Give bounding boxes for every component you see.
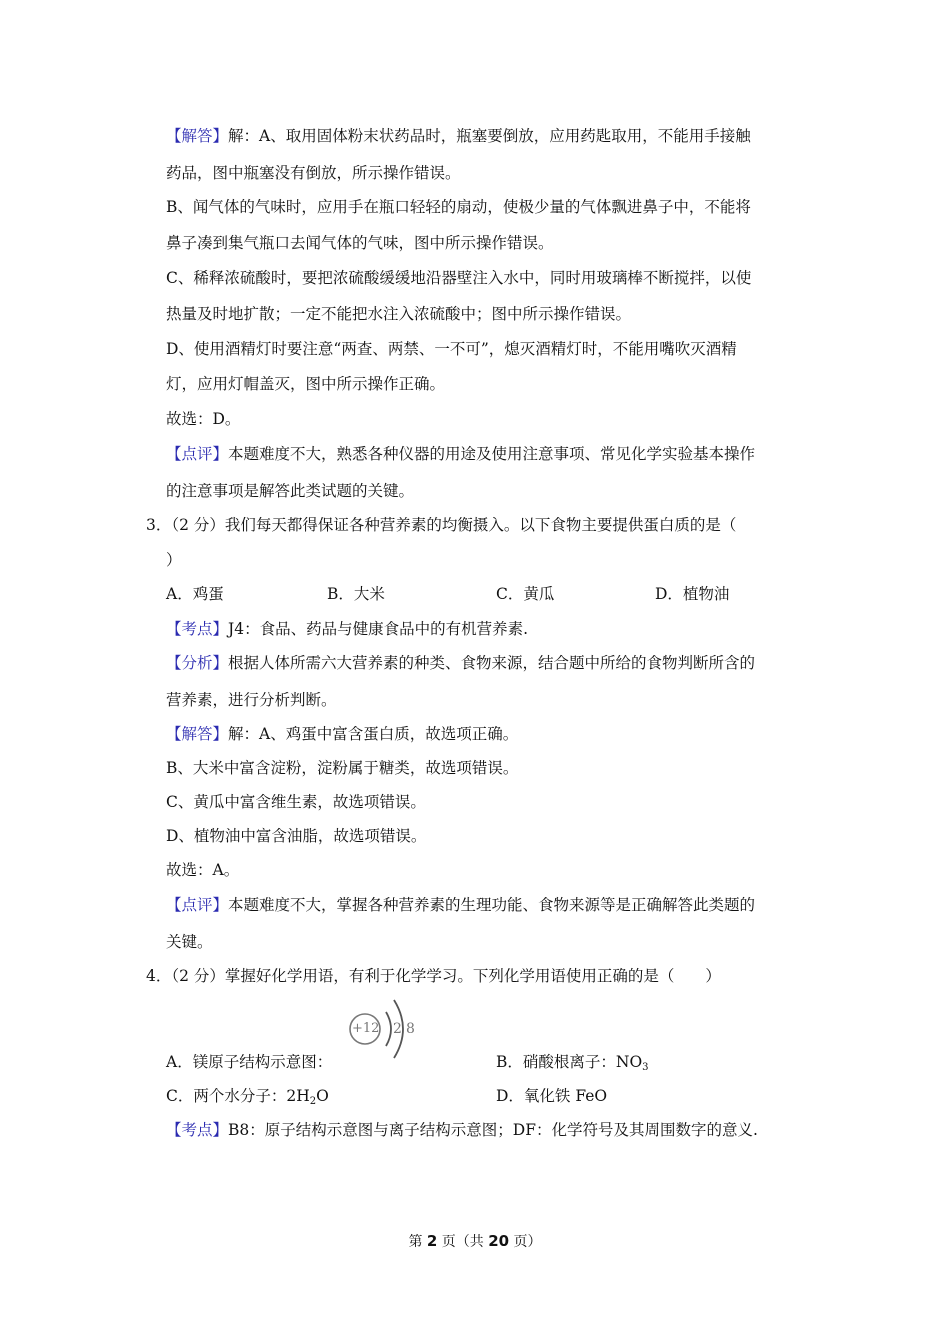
q2-comment-line2: 的注意事项是解答此类试题的关键。 (166, 482, 415, 500)
q2-answer-b-line2: 鼻子凑到集气瓶口去闻气体的气味，图中所示操作错误。 (166, 234, 554, 252)
q2-answer-c-line1: C、稀释浓硫酸时，要把浓硫酸缓缓地沿器壁注入水中，同时用玻璃棒不断搅拌，以使 (166, 269, 752, 287)
q3-fenxi-line2: 营养素，进行分析判断。 (166, 691, 337, 709)
q3-choice: 故选：A。 (166, 861, 240, 879)
q4-kaodian: 【考点】B8：原子结构示意图与离子结构示意图；DF：化学符号及其周围数字的意义. (166, 1121, 758, 1139)
total-page-count: 20 (488, 1232, 510, 1250)
answer-tag: 【解答】 (166, 725, 229, 743)
atom-nucleus-label: +12 (352, 1021, 380, 1036)
q3-answer-b: B、大米中富含淀粉，淀粉属于糖类，故选项错误。 (166, 759, 519, 777)
q2-answer-c-line2: 热量及时地扩散；一定不能把水注入浓硫酸中；图中所示操作错误。 (166, 305, 632, 323)
q2-answer-line2: 药品，图中瓶塞没有倒放，所示操作错误。 (166, 164, 461, 182)
magnesium-atom-diagram (346, 994, 420, 1064)
atom-shell2-count: 8 (406, 1021, 415, 1037)
q3-comment-line2: 关键。 (166, 933, 213, 951)
q3-answer-a: 【解答】解：A、鸡蛋中富含蛋白质，故选项正确。 (166, 725, 519, 743)
q2-comment-line1: 【点评】本题难度不大，熟悉各种仪器的用途及使用注意事项、常见化学实验基本操作 (166, 445, 756, 463)
comment-tag: 【点评】 (166, 445, 229, 463)
q3-option-d: D．植物油 (655, 585, 730, 603)
q4-option-b: B．硝酸根离子：$NO_3$ (496, 1053, 649, 1073)
answer-tag: 【解答】 (166, 127, 229, 145)
q2-answer-b-line1: B、闻气体的气味时，应用手在瓶口轻轻的扇动，使极少量的气体飘进鼻子中，不能将 (166, 198, 751, 216)
fenxi-tag: 【分析】 (166, 654, 229, 672)
q4-option-c: C．两个水分子：$2H_2O$ (166, 1087, 329, 1107)
comment-tag: 【点评】 (166, 896, 229, 914)
q2-answer-line1: 【解答】解：A、取用固体粉末状药品时，瓶塞要倒放，应用药匙取用，不能用手接触 (166, 127, 751, 145)
atom-shell1-count: 2 (393, 1021, 402, 1037)
q3-option-c: C．黄瓜 (496, 585, 555, 603)
q3-answer-d: D、植物油中富含油脂，故选项错误。 (166, 827, 427, 845)
kaodian-tag: 【考点】 (166, 620, 229, 638)
q3-option-b: B．大米 (327, 585, 385, 603)
current-page-number: 2 (426, 1232, 438, 1250)
kaodian-tag: 【考点】 (166, 1121, 229, 1139)
q2-answer-d-line1: D、使用酒精灯时要注意“两查、两禁、一不可”，熄灭酒精灯时，不能用嘴吹灭酒精 (166, 340, 737, 358)
q3-comment-line1: 【点评】本题难度不大，掌握各种营养素的生理功能、食物来源等是正确解答此类题的 (166, 896, 756, 914)
q4-option-d: D．氧化铁 FeO (496, 1087, 608, 1105)
q3-option-a: A．鸡蛋 (166, 585, 224, 603)
q3-stem-line1: 3．（2 分）我们每天都得保证各种营养素的均衡摄入。以下食物主要提供蛋白质的是（ (146, 516, 737, 534)
q4-option-a: A．镁原子结构示意图： (166, 1053, 333, 1071)
page-footer: 第 2 页（共 20 页） (408, 1232, 542, 1250)
q3-kaodian: 【考点】J4：食品、药品与健康食品中的有机营养素. (166, 620, 529, 638)
q2-choice: 故选：D。 (166, 410, 241, 428)
q4-stem: 4．（2 分）掌握好化学用语，有利于化学学习。下列化学用语使用正确的是（ ） (146, 967, 721, 985)
q3-stem-line2: ） (166, 551, 182, 569)
q3-fenxi-line1: 【分析】根据人体所需六大营养素的种类、食物来源，结合题中所给的食物判断所含的 (166, 654, 756, 672)
q3-answer-c: C、黄瓜中富含维生素，故选项错误。 (166, 793, 426, 811)
q2-answer-d-line2: 灯，应用灯帽盖灭，图中所示操作正确。 (166, 375, 446, 393)
